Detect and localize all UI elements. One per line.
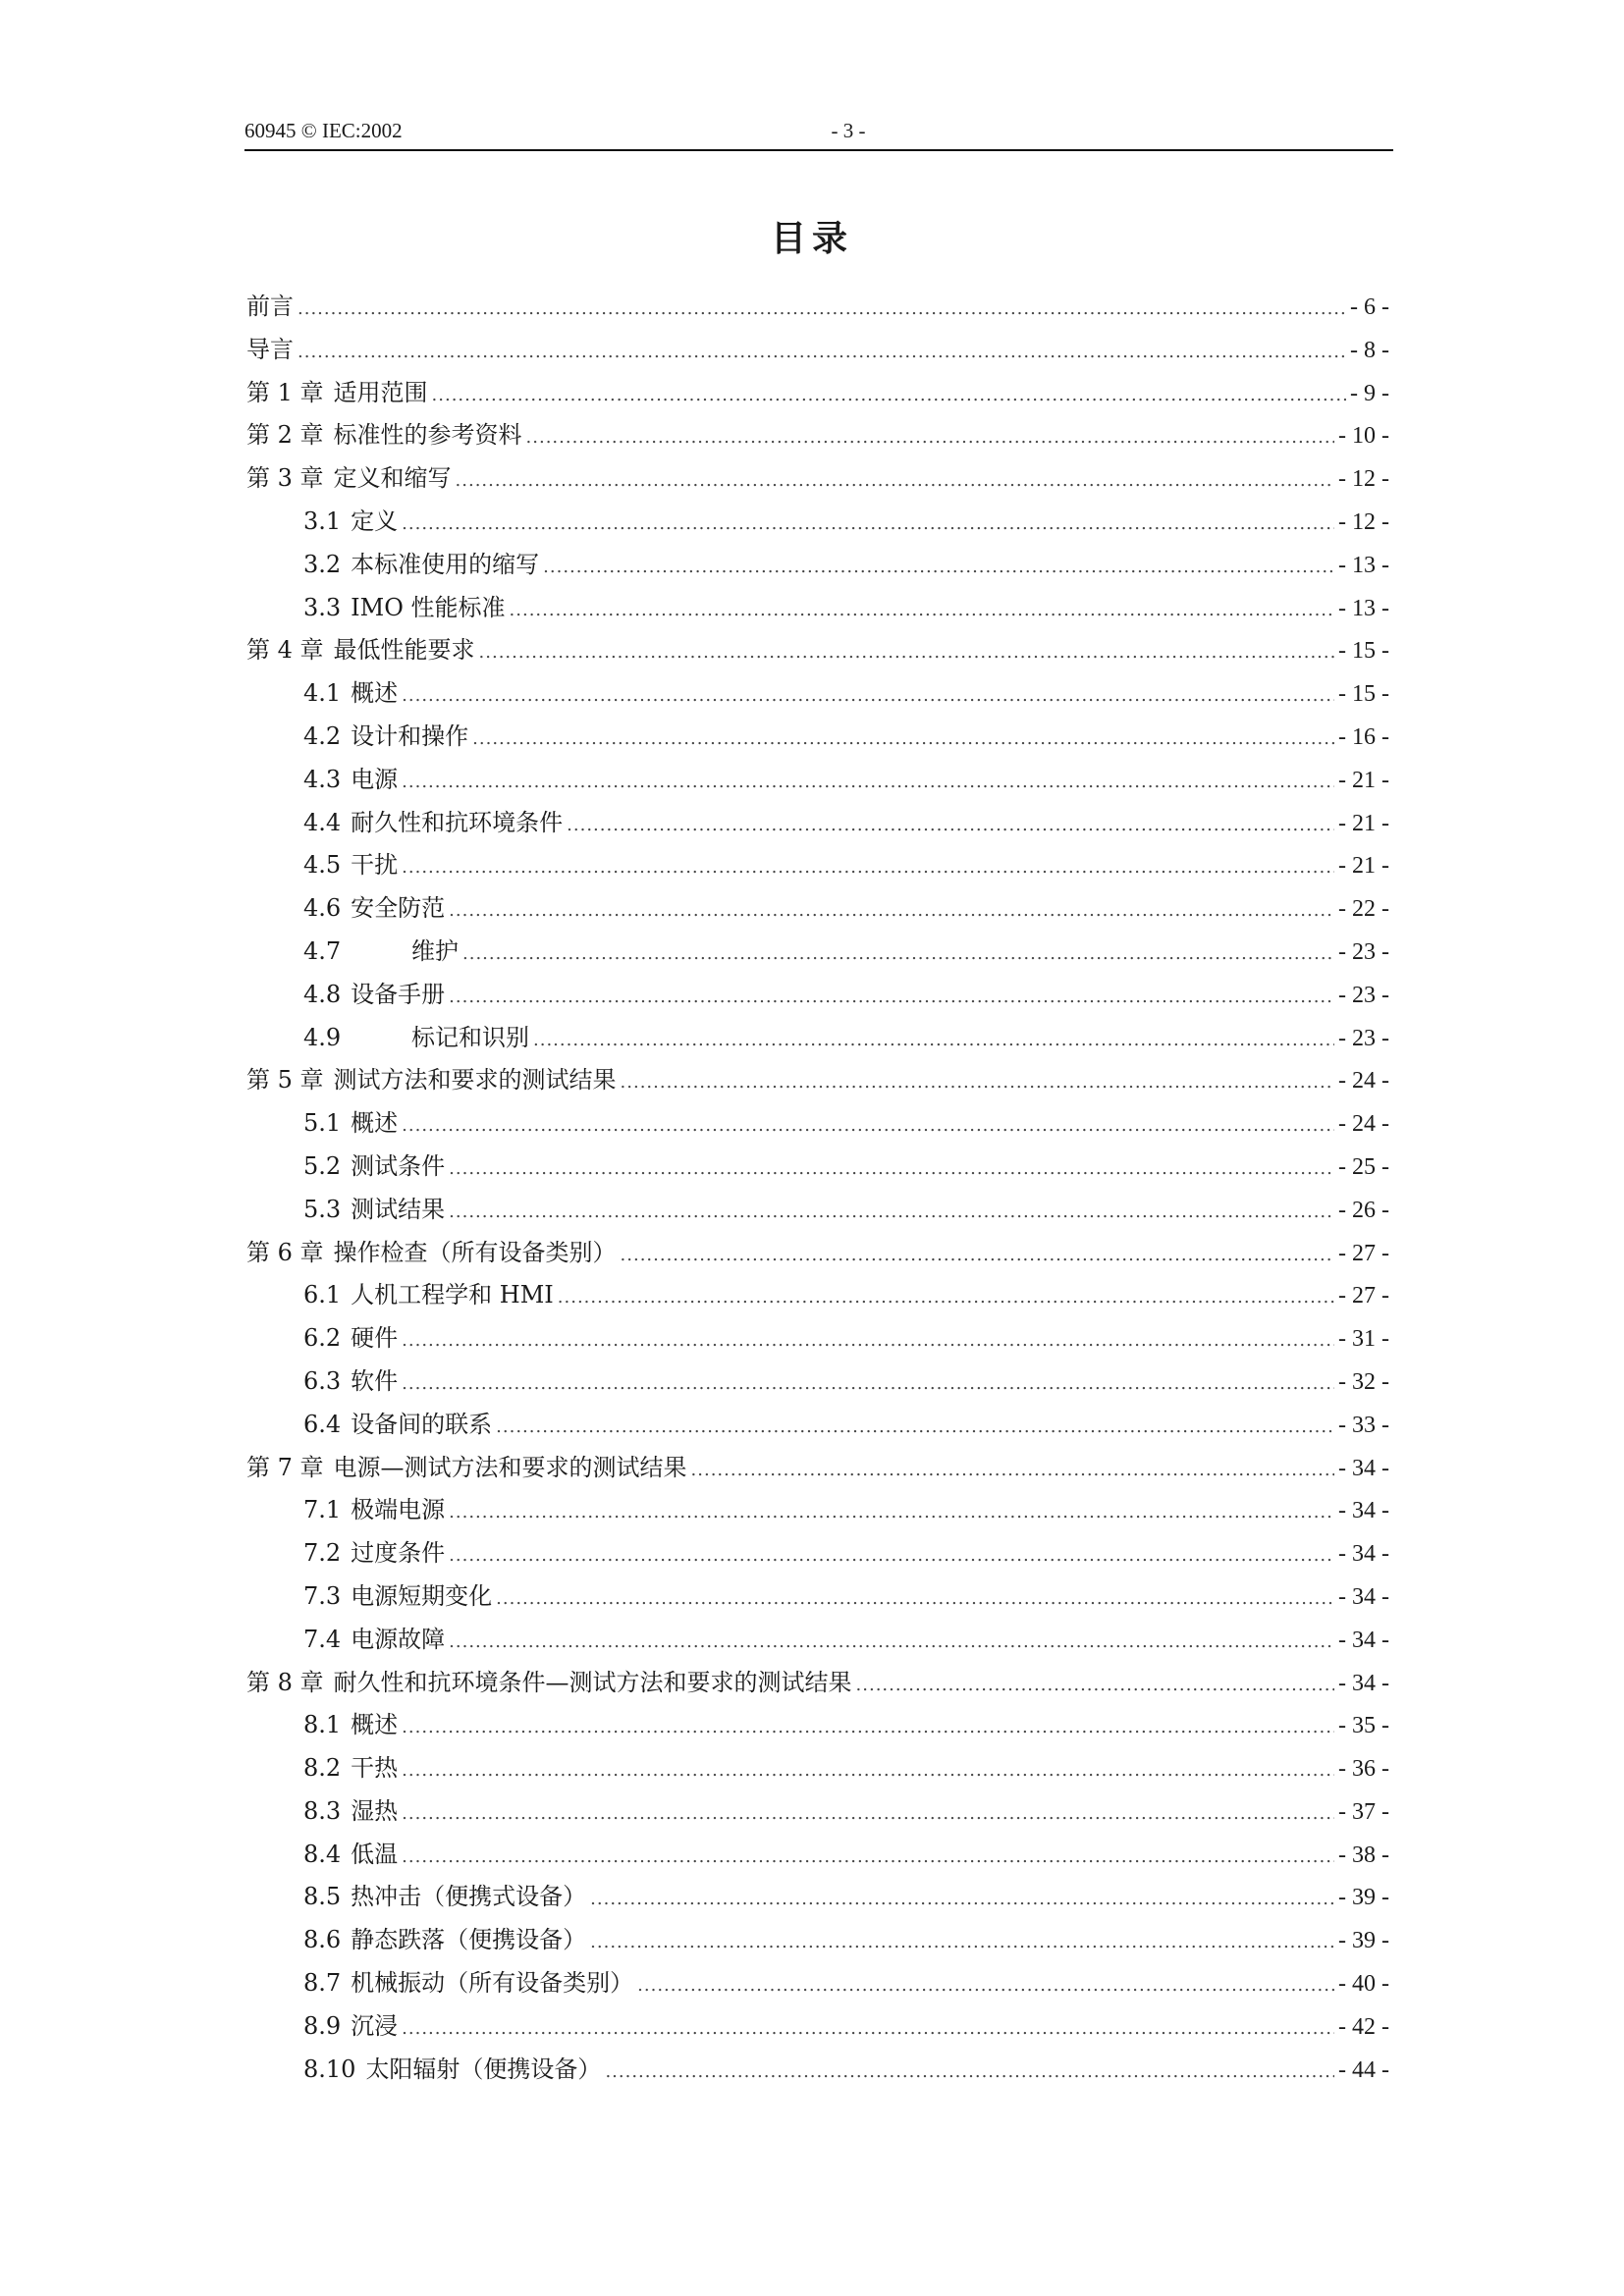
toc-dot-leader [402, 761, 1334, 804]
toc-entry-title: 低温 [351, 1840, 399, 1868]
toc-entry-title: IMO 性能标准 [351, 593, 506, 621]
toc-entry-title: 太阳辐射（便携设备） [365, 2055, 602, 2083]
toc-dot-leader [449, 1148, 1334, 1191]
toc-entry-title: 热冲击（便携式设备） [351, 1883, 587, 1911]
page-header [244, 116, 1393, 151]
toc-entry-page: - 44 - [1338, 2056, 1389, 2083]
toc-entry[interactable] [246, 1876, 1389, 1919]
toc-dot-leader [449, 1491, 1334, 1534]
toc-entry-title: 静态跌落（便携设备） [351, 1926, 587, 1954]
toc-dot-leader [526, 416, 1334, 459]
toc-entry-title: 干热 [351, 1754, 399, 1783]
toc-entry-title: 适用范围 [333, 378, 428, 406]
toc-entry-title: 测试条件 [351, 1151, 446, 1180]
toc-entry-number: 3.1 [303, 507, 342, 535]
toc-entry-page: - 39 - [1338, 1885, 1389, 1911]
toc-entry[interactable] [246, 1575, 1389, 1619]
toc-entry-number: 5.1 [303, 1109, 342, 1138]
toc-entry-page: - 32 - [1338, 1368, 1389, 1395]
toc-entry-number: 第 7 章 [246, 1453, 324, 1481]
toc-entry-page: - 21 - [1338, 853, 1389, 880]
toc-entry-title: 电源故障 [351, 1625, 446, 1653]
toc-entry-page: - 12 - [1338, 466, 1389, 493]
toc-entry[interactable] [246, 1747, 1389, 1790]
toc-entry[interactable] [246, 629, 1389, 672]
toc-entry-title: 维护 [411, 936, 459, 965]
toc-entry[interactable] [246, 1189, 1389, 1232]
toc-entry-title: 设备手册 [351, 980, 446, 1008]
toc-dot-leader [449, 1534, 1334, 1577]
toc-entry-page: - 9 - [1350, 380, 1389, 406]
toc-entry-number: 8.6 [303, 1926, 342, 1954]
toc-dot-leader [621, 1061, 1334, 1104]
toc-entry-title: 电源短期变化 [351, 1581, 493, 1610]
toc-entry[interactable] [246, 457, 1389, 501]
toc-entry-title: 干扰 [351, 851, 399, 880]
toc-entry-title: 测试结果 [351, 1195, 446, 1223]
toc-entry-title: 概述 [351, 1711, 399, 1739]
toc-entry-title: 过度条件 [351, 1539, 446, 1568]
toc-entry[interactable] [246, 372, 1389, 415]
toc-entry-page: - 13 - [1338, 552, 1389, 578]
toc-entry-number: 第 3 章 [246, 464, 324, 493]
toc-entry[interactable] [246, 716, 1389, 759]
toc-dot-leader [533, 1019, 1334, 1062]
toc-entry-number: 4.7 [303, 936, 342, 965]
toc-entry-page: - 27 - [1338, 1283, 1389, 1309]
toc-entry-page: - 34 - [1338, 1583, 1389, 1610]
toc-entry[interactable] [246, 1317, 1389, 1361]
toc-entry[interactable] [246, 1532, 1389, 1575]
toc-entry-page: - 34 - [1338, 1498, 1389, 1524]
toc-entry-page: - 34 - [1338, 1670, 1389, 1696]
toc-dot-leader [298, 288, 1346, 331]
toc-entry-page: - 38 - [1338, 1842, 1389, 1868]
toc-dot-leader [402, 674, 1334, 718]
toc-entry[interactable] [246, 414, 1389, 457]
toc-dot-leader [402, 2007, 1334, 2051]
toc-entry-number: 3.2 [303, 550, 342, 578]
toc-entry[interactable] [246, 1361, 1389, 1404]
toc-entry-page: - 39 - [1338, 1928, 1389, 1954]
toc-entry[interactable] [246, 1059, 1389, 1102]
toc-dot-leader [402, 1836, 1334, 1879]
toc-dot-leader [590, 1921, 1334, 1964]
toc-entry-title: 本标准使用的缩写 [351, 550, 540, 578]
toc-entry-page: - 16 - [1338, 723, 1389, 750]
toc-dot-leader [590, 1878, 1334, 1921]
toc-entry-title: 硬件 [351, 1324, 399, 1353]
toc-entry-title: 定义 [351, 507, 399, 535]
toc-entry-page: - 34 - [1338, 1541, 1389, 1568]
toc-entry-number: 6.1 [303, 1281, 342, 1309]
toc-entry-number: 第 8 章 [246, 1668, 324, 1696]
toc-entry-number: 8.3 [303, 1796, 342, 1825]
toc-entry-title: 软件 [351, 1366, 399, 1395]
toc-dot-leader [567, 804, 1334, 847]
toc-entry[interactable] [246, 501, 1389, 544]
toc-entry-page: - 22 - [1338, 896, 1389, 923]
toc-entry-page: - 33 - [1338, 1412, 1389, 1438]
toc-dot-leader [432, 374, 1346, 417]
toc-entry-title: 概述 [351, 679, 399, 708]
toc-entry-page: - 13 - [1338, 595, 1389, 621]
toc-dot-leader [543, 546, 1334, 589]
toc-entry-title: 标准性的参考资料 [333, 421, 522, 450]
toc-entry-title: 导言 [246, 335, 294, 363]
toc-dot-leader [402, 1319, 1334, 1362]
toc-entry-title: 设备间的联系 [351, 1410, 493, 1438]
toc-entry[interactable] [246, 1619, 1389, 1662]
toc-entry[interactable] [246, 844, 1389, 887]
toc-entry[interactable] [246, 1146, 1389, 1189]
toc-entry-number: 8.7 [303, 1969, 342, 1998]
toc-entry[interactable] [246, 329, 1389, 372]
toc-entry-number: 5.3 [303, 1195, 342, 1223]
toc-dot-leader [510, 589, 1334, 632]
toc-entry-title: 设计和操作 [351, 721, 469, 750]
toc-entry-number: 7.3 [303, 1581, 342, 1610]
toc-entry[interactable] [246, 1447, 1389, 1490]
toc-entry-title: 极端电源 [351, 1496, 446, 1524]
toc-entry-page: - 27 - [1338, 1240, 1389, 1266]
toc-entry[interactable] [246, 759, 1389, 802]
toc-entry-number: 4.9 [303, 1023, 342, 1051]
toc-entry-title: 操作检查（所有设备类别） [333, 1238, 617, 1266]
toc-entry-number: 第 1 章 [246, 378, 324, 406]
toc-entry[interactable] [246, 1962, 1389, 2005]
toc-entry-page: - 36 - [1338, 1756, 1389, 1783]
toc-entry-number: 4.5 [303, 851, 342, 880]
toc-entry-number: 4.2 [303, 721, 342, 750]
toc-dot-leader [402, 1362, 1334, 1406]
toc-entry-number: 8.2 [303, 1754, 342, 1783]
toc-entry[interactable] [246, 544, 1389, 587]
toc-entry-page: - 12 - [1338, 508, 1389, 535]
toc-entry-page: - 10 - [1338, 423, 1389, 450]
toc-dot-leader [449, 1191, 1334, 1234]
toc-entry-page: - 15 - [1338, 638, 1389, 665]
toc-entry[interactable] [246, 931, 1389, 974]
toc-entry-page: - 34 - [1338, 1627, 1389, 1653]
toc-entry-page: - 21 - [1338, 810, 1389, 836]
toc-entry-number: 4.6 [303, 894, 342, 923]
toc-dot-leader [402, 503, 1334, 546]
toc-dot-leader [479, 631, 1334, 674]
toc-entry-number: 8.5 [303, 1883, 342, 1911]
toc-entry[interactable] [246, 1489, 1389, 1532]
toc-dot-leader [449, 1621, 1334, 1664]
toc-dot-leader [558, 1276, 1334, 1319]
toc-entry-title: 前言 [246, 293, 294, 320]
toc-dot-leader [449, 976, 1334, 1019]
toc-entry-number: 5.2 [303, 1151, 342, 1180]
toc-entry-number: 7.4 [303, 1625, 342, 1653]
page-number: - 3 - [831, 119, 866, 142]
toc-entry[interactable] [246, 974, 1389, 1017]
toc-entry-title: 沉浸 [351, 2011, 399, 2040]
toc-entry[interactable] [246, 2049, 1389, 2092]
toc-dot-leader [402, 1104, 1334, 1148]
toc-entry[interactable] [246, 2005, 1389, 2049]
toc-dot-leader [605, 2051, 1334, 2094]
toc-entry[interactable] [246, 672, 1389, 716]
toc-entry-number: 4.3 [303, 765, 342, 793]
toc-dot-leader [402, 846, 1334, 889]
toc-entry-title: 电源 [351, 765, 399, 793]
toc-entry-page: - 8 - [1350, 337, 1389, 363]
toc-entry[interactable] [246, 887, 1389, 931]
toc-entry-number: 4.1 [303, 679, 342, 708]
toc-entry-title: 安全防范 [351, 894, 446, 923]
toc-entry[interactable] [246, 286, 1389, 329]
toc-entry-number: 8.10 [303, 2055, 356, 2083]
toc-entry-number: 6.2 [303, 1324, 342, 1353]
toc-entry-title: 耐久性和抗环境条件—测试方法和要求的测试结果 [333, 1668, 852, 1696]
toc-entry-title: 概述 [351, 1109, 399, 1138]
toc-entry[interactable] [246, 1404, 1389, 1447]
toc-entry-number: 8.4 [303, 1840, 342, 1868]
toc-entry-title: 机械振动（所有设备类别） [351, 1969, 634, 1998]
toc-entry[interactable] [246, 1102, 1389, 1146]
toc-entry-number: 第 4 章 [246, 636, 324, 665]
toc-entry-page: - 37 - [1338, 1798, 1389, 1825]
toc-entry-number: 8.9 [303, 2011, 342, 2040]
toc-entry-title: 耐久性和抗环境条件 [351, 808, 564, 836]
toc-entry-number: 第 5 章 [246, 1066, 324, 1095]
toc-entry-page: - 35 - [1338, 1713, 1389, 1739]
toc-dot-leader [496, 1577, 1334, 1621]
toc-entry-page: - 23 - [1338, 1025, 1389, 1051]
toc-dot-leader [496, 1406, 1334, 1449]
toc-dot-leader [462, 933, 1334, 976]
toc-dot-leader [402, 1706, 1334, 1749]
toc-entry[interactable] [246, 587, 1389, 630]
toc-entry-title: 电源—测试方法和要求的测试结果 [333, 1453, 687, 1481]
toc-entry-page: - 15 - [1338, 681, 1389, 708]
toc-entry-page: - 34 - [1338, 1455, 1389, 1481]
toc-entry-number: 第 2 章 [246, 421, 324, 450]
toc-dot-leader [402, 1749, 1334, 1792]
toc-dot-leader [472, 718, 1334, 761]
toc-dot-leader [856, 1664, 1334, 1707]
toc-entry-number: 7.1 [303, 1496, 342, 1524]
toc-entry[interactable] [246, 1834, 1389, 1877]
toc-entry-number: 3.3 [303, 593, 342, 621]
toc-entry[interactable] [246, 1662, 1389, 1705]
toc-entry[interactable] [246, 802, 1389, 845]
toc-dot-leader [402, 1792, 1334, 1836]
toc-dot-leader [637, 1964, 1334, 2007]
toc-entry-title: 湿热 [351, 1796, 399, 1825]
toc-entry-number: 4.8 [303, 980, 342, 1008]
toc-entry-title: 定义和缩写 [333, 464, 452, 493]
toc-entry-number: 6.4 [303, 1410, 342, 1438]
toc-dot-leader [298, 331, 1346, 374]
toc-entry-title: 人机工程学和 HMI [351, 1281, 554, 1309]
toc-entry-number: 第 6 章 [246, 1238, 324, 1266]
toc-entry-page: - 25 - [1338, 1153, 1389, 1180]
toc-entry-number: 7.2 [303, 1539, 342, 1568]
toc-entry-page: - 6 - [1350, 294, 1389, 320]
toc-entry[interactable] [246, 1919, 1389, 1962]
table-of-contents [246, 286, 1389, 2091]
toc-entry-number: 8.1 [303, 1711, 342, 1739]
standard-id: 60945 © IEC:2002 [244, 119, 403, 142]
toc-entry-title: 标记和识别 [411, 1023, 529, 1051]
toc-entry-title: 最低性能要求 [333, 636, 475, 665]
toc-entry-page: - 21 - [1338, 767, 1389, 793]
toc-entry[interactable] [246, 1232, 1389, 1275]
toc-entry-number: 4.4 [303, 808, 342, 836]
toc-entry-page: - 31 - [1338, 1326, 1389, 1353]
toc-entry[interactable] [246, 1017, 1389, 1060]
toc-entry-page: - 42 - [1338, 2013, 1389, 2040]
toc-entry-page: - 24 - [1338, 1111, 1389, 1138]
toc-entry-page: - 40 - [1338, 1971, 1389, 1998]
toc-dot-leader [449, 889, 1334, 933]
toc-entry-title: 测试方法和要求的测试结果 [333, 1066, 617, 1095]
toc-entry-number: 6.3 [303, 1366, 342, 1395]
toc-dot-leader [691, 1449, 1334, 1492]
toc-entry[interactable] [246, 1790, 1389, 1834]
toc-entry[interactable] [246, 1274, 1389, 1317]
toc-dot-leader [456, 459, 1334, 503]
toc-entry-page: - 24 - [1338, 1068, 1389, 1095]
toc-entry-page: - 23 - [1338, 982, 1389, 1008]
page-title: 目录 [770, 219, 853, 259]
toc-entry-page: - 23 - [1338, 938, 1389, 965]
toc-entry[interactable] [246, 1704, 1389, 1747]
toc-entry-page: - 26 - [1338, 1197, 1389, 1223]
toc-dot-leader [621, 1234, 1334, 1277]
